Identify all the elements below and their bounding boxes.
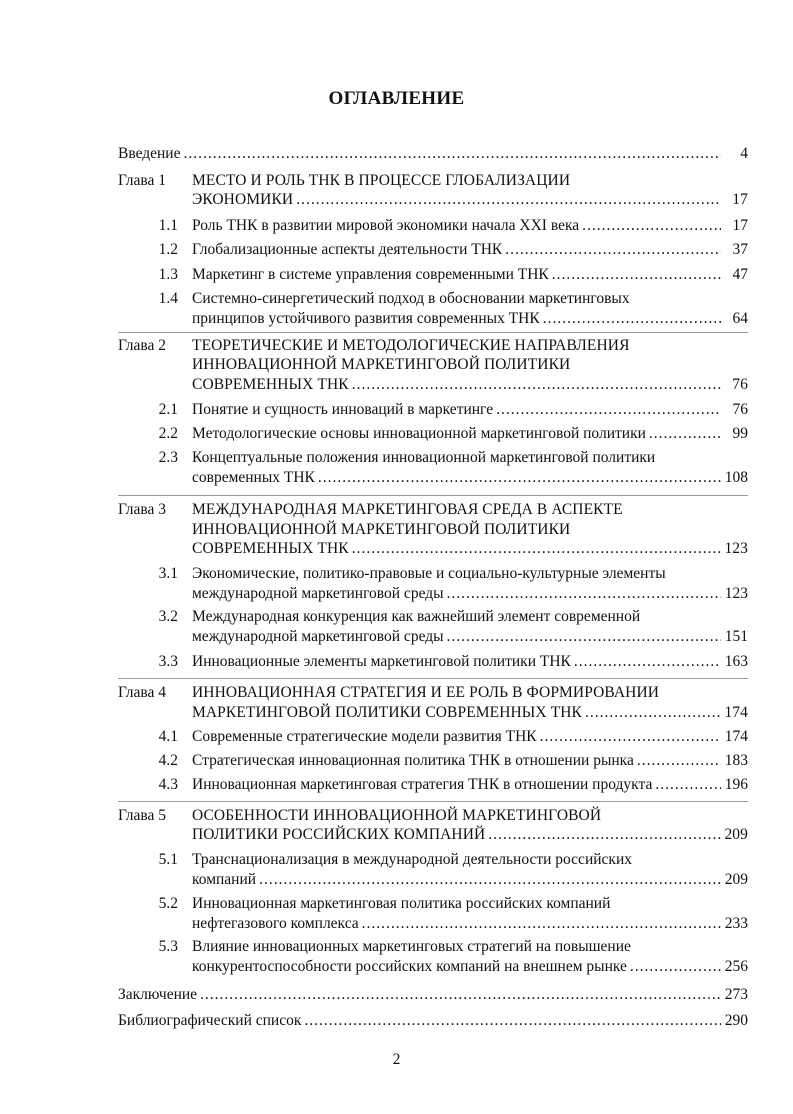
toc-page-number: 4	[740, 145, 748, 162]
toc-chapter-2[interactable]	[192, 375, 748, 395]
section-title: Инновационные элементы маркетинговой политики ТНК	[192, 653, 571, 670]
toc-section[interactable]	[192, 216, 748, 236]
dot-leader	[637, 751, 721, 771]
dot-leader	[655, 775, 721, 795]
section-title: современных ТНК	[192, 469, 315, 486]
section-title-line[interactable]: Системно-синергетический подход в обосновании маркетинговых	[192, 290, 630, 307]
section-number: 1.1	[158, 217, 178, 234]
dot-leader	[447, 627, 721, 647]
toc-section[interactable]	[192, 265, 748, 285]
section-number: 5.1	[158, 851, 178, 868]
section-title: международной маркетинговой среды	[192, 628, 444, 645]
toc-page-number: 17	[732, 191, 748, 208]
section-number: 3.2	[158, 608, 178, 625]
toc-page-number: 273	[724, 986, 748, 1003]
section-title: конкурентоспособности российских компаний на внешнем рынке	[192, 958, 627, 975]
chapter-label: Глава 4	[118, 684, 167, 701]
chapter-title-line: СОВРЕМЕННЫХ ТНК	[192, 376, 349, 393]
toc-page-number: 37	[732, 241, 748, 258]
dot-leader	[582, 216, 721, 236]
dot-leader	[649, 424, 721, 444]
section-title: нефтегазового комплекса	[192, 915, 359, 932]
toc-entry-text: Библиографический список	[118, 1012, 302, 1029]
chapter-title-line[interactable]: МЕСТО И РОЛЬ ТНК В ПРОЦЕССЕ ГЛОБАЛИЗАЦИИ	[192, 172, 571, 189]
dot-leader	[585, 703, 721, 723]
section-number: 1.3	[158, 266, 178, 283]
section-title: Методологические основы инновационной маркетинговой политики	[192, 425, 646, 442]
section-title-line[interactable]: Инновационная маркетинговая политика российских компаний	[192, 895, 611, 912]
chapter-title-line[interactable]: ИННОВАЦИОННОЙ МАРКЕТИНГОВОЙ ПОЛИТИКИ	[192, 521, 571, 538]
section-title-line[interactable]: Экономические, политико-правовые и социально-культурные элементы	[192, 565, 666, 582]
toc-page-number: 196	[724, 776, 748, 793]
section-title-line[interactable]: Транснационализация в международной деятельности российских	[192, 851, 632, 868]
chapter-divider	[118, 801, 748, 802]
toc-page-number: 174	[724, 704, 748, 721]
chapter-title-line: МАРКЕТИНГОВОЙ ПОЛИТИКИ СОВРЕМЕННЫХ ТНК	[192, 704, 582, 721]
section-number: 2.1	[158, 401, 178, 418]
chapter-title-line[interactable]: ИННОВАЦИОННОЙ МАРКЕТИНГОВОЙ ПОЛИТИКИ	[192, 356, 571, 373]
toc-page-number: 76	[732, 376, 748, 393]
toc-page-number: 151	[724, 628, 748, 645]
toc-section[interactable]	[192, 957, 748, 977]
dot-leader	[447, 584, 721, 604]
toc-chapter-3[interactable]	[192, 539, 748, 559]
dot-leader	[488, 825, 721, 845]
dot-leader	[543, 309, 721, 329]
toc-page-number: 233	[724, 915, 748, 932]
toc-page-number: 123	[724, 540, 748, 557]
chapter-label: Глава 1	[118, 172, 167, 189]
section-number: 4.1	[158, 728, 178, 745]
chapter-title-line: СОВРЕМЕННЫХ ТНК	[192, 540, 349, 557]
section-number: 3.3	[158, 653, 178, 670]
section-title: Понятие и сущность инноваций в маркетинге	[192, 401, 494, 418]
dot-leader	[296, 190, 721, 210]
dot-leader	[540, 727, 721, 747]
section-title: Стратегическая инновационная политика ТНК в отношении рынка	[192, 752, 634, 769]
toc-chapter-4[interactable]	[192, 703, 748, 723]
dot-leader	[362, 914, 721, 934]
toc-page-number: 209	[724, 871, 748, 888]
toc-section[interactable]	[192, 914, 748, 934]
toc-section[interactable]	[192, 870, 748, 890]
toc-conclusion[interactable]	[118, 985, 748, 1005]
section-number: 4.3	[158, 776, 178, 793]
chapter-title-line[interactable]: МЕЖДУНАРОДНАЯ МАРКЕТИНГОВАЯ СРЕДА В АСПЕКТЕ	[192, 501, 623, 518]
section-title: принципов устойчивого развития современных ТНК	[192, 310, 540, 327]
section-title-line[interactable]: Влияние инновационных маркетинговых стратегий на повышение	[192, 938, 631, 955]
dot-leader	[574, 652, 721, 672]
toc-chapter-5[interactable]	[192, 825, 748, 845]
chapter-title-line: ПОЛИТИКИ РОССИЙСКИХ КОМПАНИЙ	[192, 826, 486, 843]
section-number: 1.4	[158, 290, 178, 307]
section-number: 2.2	[158, 425, 178, 442]
section-number: 2.3	[158, 449, 178, 466]
toc-section[interactable]	[192, 400, 748, 420]
toc-page-number: 174	[724, 728, 748, 745]
section-title: Современные стратегические модели развития ТНК	[192, 728, 537, 745]
toc-section[interactable]	[192, 424, 748, 444]
toc-page-number: 163	[724, 653, 748, 670]
section-title-line[interactable]: Концептуальные положения инновационной маркетинговой политики	[192, 449, 656, 466]
chapter-divider	[118, 332, 748, 333]
toc-bibliography[interactable]	[118, 1011, 748, 1031]
toc-section[interactable]	[192, 727, 748, 747]
toc-section[interactable]	[192, 240, 748, 260]
chapter-title-line[interactable]: ИННОВАЦИОННАЯ СТРАТЕГИЯ И ЕЕ РОЛЬ В ФОРМИРОВАНИИ	[192, 684, 660, 701]
section-title: Роль ТНК в развитии мировой экономики начала XXI века	[192, 217, 580, 234]
section-number: 5.3	[158, 938, 178, 955]
section-number: 1.2	[158, 241, 178, 258]
toc-intro[interactable]	[118, 144, 748, 164]
dot-leader	[496, 400, 721, 420]
section-title-line[interactable]: Международная конкуренция как важнейший элемент современной	[192, 608, 641, 625]
dot-leader	[352, 375, 721, 395]
toc-chapter-1[interactable]	[192, 190, 748, 210]
toc-page-number: 76	[732, 401, 748, 418]
section-number: 3.1	[158, 565, 178, 582]
chapter-title-line: ЭКОНОМИКИ	[192, 191, 294, 208]
chapter-title-line[interactable]: ОСОБЕННОСТИ ИННОВАЦИОННОЙ МАРКЕТИНГОВОЙ	[192, 807, 602, 824]
toc-section[interactable]	[192, 468, 748, 488]
toc-page-number: 17	[732, 217, 748, 234]
toc-section[interactable]	[192, 584, 748, 604]
chapter-title-line[interactable]: ТЕОРЕТИЧЕСКИЕ И МЕТОДОЛОГИЧЕСКИЕ НАПРАВЛЕНИЯ	[192, 337, 630, 354]
toc-page-number: 123	[724, 585, 748, 602]
toc-page-number: 64	[732, 310, 748, 327]
dot-leader	[259, 870, 721, 890]
toc-section[interactable]	[192, 652, 748, 672]
chapter-label: Глава 2	[118, 337, 167, 354]
toc-page-number: 99	[732, 425, 748, 442]
chapter-label: Глава 3	[118, 501, 167, 518]
toc-section[interactable]	[192, 309, 748, 329]
chapter-label: Глава 5	[118, 807, 167, 824]
dot-leader	[352, 539, 721, 559]
toc-section[interactable]	[192, 775, 748, 795]
toc-page-number: 47	[732, 266, 748, 283]
page-number: 2	[392, 1051, 401, 1068]
chapter-divider	[118, 495, 748, 496]
dot-leader	[505, 240, 721, 260]
toc-page-number: 183	[724, 752, 748, 769]
toc-page-number: 108	[724, 469, 748, 486]
toc-section[interactable]	[192, 751, 748, 771]
section-title: Маркетинг в системе управления современными ТНК	[192, 266, 549, 283]
dot-leader	[183, 144, 721, 164]
chapter-divider	[118, 678, 748, 679]
toc-entry-text: Введение	[118, 145, 181, 162]
dot-leader	[304, 1011, 721, 1031]
dot-leader	[552, 265, 721, 285]
section-number: 5.2	[158, 895, 178, 912]
toc-section[interactable]	[192, 627, 748, 647]
toc-entry-text: Заключение	[118, 986, 198, 1003]
section-title: Глобализационные аспекты деятельности ТНК	[192, 241, 503, 258]
toc-page-number: 256	[724, 958, 748, 975]
toc-page-number: 290	[724, 1012, 748, 1029]
section-title: международной маркетинговой среды	[192, 585, 444, 602]
section-number: 4.2	[158, 752, 178, 769]
section-title: компаний	[192, 871, 257, 888]
section-title: Инновационная маркетинговая стратегия ТНК в отношении продукта	[192, 776, 653, 793]
dot-leader	[630, 957, 721, 977]
page-title: ОГЛАВЛЕНИЕ	[328, 88, 465, 109]
dot-leader	[200, 985, 721, 1005]
dot-leader	[318, 468, 721, 488]
toc-page-number: 209	[724, 826, 748, 843]
